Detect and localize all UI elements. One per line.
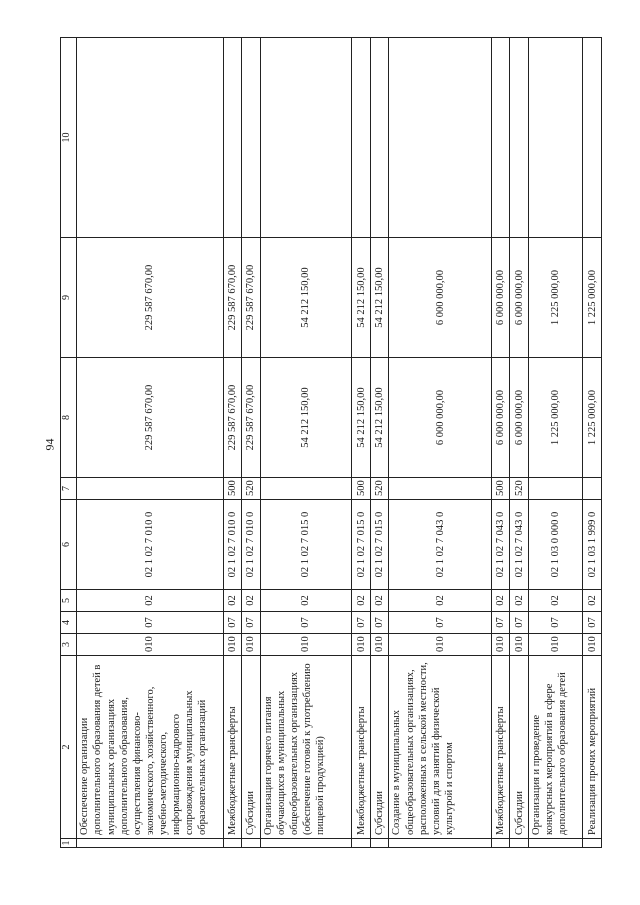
budget-table <box>60 37 602 848</box>
row-index-cell <box>370 839 389 848</box>
row-amount-cell <box>352 38 371 238</box>
row-amount-cell: 6 000 000,00 <box>389 238 491 358</box>
row-code-cell: 010 <box>510 634 529 656</box>
row-section-cell: 07 <box>583 612 602 634</box>
row-amount-cell: 6 000 000,00 <box>510 238 529 358</box>
rotated-table-container <box>60 38 602 848</box>
row-code-cell: 010 <box>389 634 491 656</box>
row-subsection-cell: 02 <box>510 590 529 612</box>
row-index-cell <box>389 839 491 848</box>
row-section-cell: 07 <box>223 612 242 634</box>
table-row <box>583 38 602 848</box>
page-number: 94 <box>42 438 57 451</box>
row-subsection-cell: 02 <box>352 590 371 612</box>
row-expense-type-cell: 500 <box>223 478 242 500</box>
row-code-cell: 010 <box>528 634 583 656</box>
table-row <box>77 38 223 848</box>
row-name-cell: Реализация прочих мероприятий <box>583 656 602 839</box>
row-name-cell: Субсидии <box>370 656 389 839</box>
row-code-cell: 010 <box>370 634 389 656</box>
row-index-cell <box>352 839 371 848</box>
row-amount-cell <box>528 38 583 238</box>
column-header: 9 <box>61 238 77 358</box>
table-row <box>491 38 510 848</box>
row-target-article-cell: 02 1 02 7 043 0 <box>491 500 510 590</box>
row-name-cell: Межбюджетные трансферты <box>223 656 242 839</box>
row-expense-type-cell: 500 <box>491 478 510 500</box>
row-amount-cell <box>389 38 491 238</box>
row-code-cell: 010 <box>260 634 352 656</box>
row-name-cell: Субсидии <box>242 656 261 839</box>
row-expense-type-cell: 520 <box>510 478 529 500</box>
column-header: 1 <box>61 839 77 848</box>
row-name-cell: Организация горячего питания обучающихся в муниципальных общеобразовательных организациях (обеспечение готовой к употреблению пищевой продукцией) <box>260 656 352 839</box>
row-name-cell: Субсидии <box>510 656 529 839</box>
row-amount-cell <box>260 38 352 238</box>
row-amount-cell <box>77 38 223 238</box>
row-index-cell <box>223 839 242 848</box>
table-row <box>242 38 261 848</box>
row-code-cell: 010 <box>583 634 602 656</box>
row-target-article-cell: 02 1 02 7 015 0 <box>352 500 371 590</box>
row-amount-cell: 229 587 670,00 <box>223 238 242 358</box>
column-header: 10 <box>61 38 77 238</box>
row-amount-cell: 1 225 000,00 <box>583 358 602 478</box>
row-subsection-cell: 02 <box>528 590 583 612</box>
row-amount-cell: 54 212 150,00 <box>352 358 371 478</box>
row-amount-cell <box>583 38 602 238</box>
row-target-article-cell: 02 1 03 1 999 0 <box>583 500 602 590</box>
row-amount-cell <box>370 38 389 238</box>
row-index-cell <box>510 839 529 848</box>
row-amount-cell <box>491 38 510 238</box>
row-section-cell: 07 <box>491 612 510 634</box>
row-amount-cell: 6 000 000,00 <box>491 238 510 358</box>
row-amount-cell: 1 225 000,00 <box>583 238 602 358</box>
row-amount-cell: 6 000 000,00 <box>510 358 529 478</box>
row-expense-type-cell: 520 <box>370 478 389 500</box>
table-row <box>528 38 583 848</box>
row-expense-type-cell: 520 <box>242 478 261 500</box>
column-header: 3 <box>61 634 77 656</box>
row-amount-cell: 1 225 000,00 <box>528 358 583 478</box>
row-expense-type-cell <box>389 478 491 500</box>
row-target-article-cell: 02 1 02 7 010 0 <box>77 500 223 590</box>
row-amount-cell: 229 587 670,00 <box>77 358 223 478</box>
row-expense-type-cell <box>260 478 352 500</box>
row-expense-type-cell <box>77 478 223 500</box>
row-target-article-cell: 02 1 02 7 043 0 <box>389 500 491 590</box>
row-subsection-cell: 02 <box>242 590 261 612</box>
row-subsection-cell: 02 <box>389 590 491 612</box>
row-amount-cell: 229 587 670,00 <box>77 238 223 358</box>
table-row <box>223 38 242 848</box>
row-code-cell: 010 <box>242 634 261 656</box>
column-header: 6 <box>61 500 77 590</box>
table-row <box>260 38 352 848</box>
row-subsection-cell: 02 <box>77 590 223 612</box>
row-target-article-cell: 02 1 02 7 015 0 <box>370 500 389 590</box>
row-subsection-cell: 02 <box>491 590 510 612</box>
row-amount-cell <box>223 38 242 238</box>
row-section-cell: 07 <box>528 612 583 634</box>
row-amount-cell: 54 212 150,00 <box>260 358 352 478</box>
row-amount-cell <box>242 38 261 238</box>
row-subsection-cell: 02 <box>583 590 602 612</box>
row-name-cell: Организация и проведение конкурсных мероприятий в сфере дополнительного образования детей <box>528 656 583 839</box>
row-amount-cell: 54 212 150,00 <box>370 238 389 358</box>
column-header: 5 <box>61 590 77 612</box>
row-section-cell: 07 <box>370 612 389 634</box>
row-expense-type-cell: 500 <box>352 478 371 500</box>
row-name-cell: Межбюджетные трансферты <box>352 656 371 839</box>
row-section-cell: 07 <box>77 612 223 634</box>
row-target-article-cell: 02 1 02 7 015 0 <box>260 500 352 590</box>
row-subsection-cell: 02 <box>370 590 389 612</box>
row-amount-cell: 1 225 000,00 <box>528 238 583 358</box>
row-amount-cell: 229 587 670,00 <box>242 358 261 478</box>
column-header: 7 <box>61 478 77 500</box>
table-row <box>510 38 529 848</box>
row-amount-cell: 6 000 000,00 <box>389 358 491 478</box>
row-target-article-cell: 02 1 03 0 000 0 <box>528 500 583 590</box>
row-subsection-cell: 02 <box>260 590 352 612</box>
row-expense-type-cell <box>528 478 583 500</box>
row-amount-cell: 6 000 000,00 <box>491 358 510 478</box>
row-amount-cell: 54 212 150,00 <box>260 238 352 358</box>
table-row <box>370 38 389 848</box>
row-code-cell: 010 <box>491 634 510 656</box>
column-header: 2 <box>61 656 77 839</box>
row-index-cell <box>77 839 223 848</box>
row-section-cell: 07 <box>352 612 371 634</box>
row-target-article-cell: 02 1 02 7 010 0 <box>242 500 261 590</box>
row-subsection-cell: 02 <box>223 590 242 612</box>
row-code-cell: 010 <box>223 634 242 656</box>
row-name-cell: Межбюджетные трансферты <box>491 656 510 839</box>
row-amount-cell: 229 587 670,00 <box>242 238 261 358</box>
column-header: 8 <box>61 358 77 478</box>
row-index-cell <box>528 839 583 848</box>
table-row <box>389 38 491 848</box>
row-section-cell: 07 <box>242 612 261 634</box>
row-section-cell: 07 <box>389 612 491 634</box>
row-target-article-cell: 02 1 02 7 010 0 <box>223 500 242 590</box>
row-amount-cell: 229 587 670,00 <box>223 358 242 478</box>
row-amount-cell <box>510 38 529 238</box>
row-index-cell <box>583 839 602 848</box>
row-section-cell: 07 <box>510 612 529 634</box>
row-target-article-cell: 02 1 02 7 043 0 <box>510 500 529 590</box>
row-code-cell: 010 <box>77 634 223 656</box>
header-row <box>61 38 77 848</box>
row-amount-cell: 54 212 150,00 <box>352 238 371 358</box>
row-amount-cell: 54 212 150,00 <box>370 358 389 478</box>
table-row <box>352 38 371 848</box>
row-index-cell <box>242 839 261 848</box>
row-section-cell: 07 <box>260 612 352 634</box>
row-index-cell <box>260 839 352 848</box>
column-header: 4 <box>61 612 77 634</box>
row-code-cell: 010 <box>352 634 371 656</box>
row-index-cell <box>491 839 510 848</box>
row-expense-type-cell <box>583 478 602 500</box>
row-name-cell: Создание в муниципальных общеобразовательных организациях, расположенных в сельской местности, условий для занятий физической культурой и спортом <box>389 656 491 839</box>
row-name-cell: Обеспечение организации дополнительного образования детей в муниципальных организациях дополнительного образования, осуществления финансово-экономического, хозяйственного, учебно-методического, информационно-кадрового сопровождения муниципальных образовательных организаций <box>77 656 223 839</box>
